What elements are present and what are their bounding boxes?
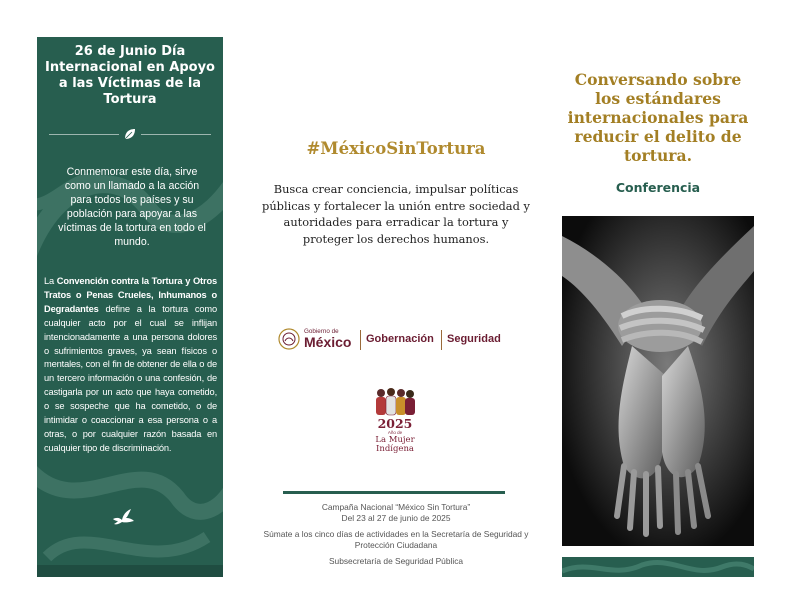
campaign-hashtag: #MéxicoSinTortura — [306, 139, 486, 158]
logo-separator-1 — [360, 330, 361, 350]
year-title-line1: La Mujer — [375, 435, 415, 445]
bound-hands-photo — [562, 216, 754, 546]
footer-divider — [283, 491, 505, 494]
gobernacion-label: Gobernación — [366, 333, 434, 345]
campaign-dates: Del 23 al 27 de junio de 2025 — [341, 513, 451, 523]
convention-name: Convención contra la Tortura y Otros Tratos o Penas Crueles, Inhumanos o Degradantes — [44, 276, 217, 314]
dove-icon — [111, 507, 135, 527]
conference-label: Conferencia — [615, 180, 701, 195]
year-of-indigenous-woman-logo — [365, 386, 425, 456]
left-panel — [37, 37, 223, 577]
left-panel-title: 26 de Junio Día Internacional en Apoyo a las Víctimas de la Tortura — [45, 44, 215, 107]
body-text: define a la tortura como cualquier acto por el cual se inflijan intencionadamente a una persona dolores o sufrimientos graves, ya sean físicos o mentales, con el fin de obtener de ella o de un tercero información o una confesión, de castigarla por un acto que haya cometido, o se sospeche que ha cometido, o de intimidar o coaccionar a esa persona o a otras, o por cualquier razón basada en cualquier tipo de discriminación. — [44, 303, 217, 453]
left-panel-intro: Conmemorar este día, sirve como un llamado a la acción para todos los países y su población para apoyar a las víctimas de la tortura en todo el mundo. — [58, 166, 206, 248]
office-name: Subsecretaría de Seguridad Pública — [328, 556, 464, 566]
year-title — [365, 436, 425, 454]
divider-line-left — [49, 134, 119, 135]
year-number: 2025 — [377, 416, 413, 431]
conference-title: Conversando sobre los estándares internacionales para reducir el delito de tortura. — [567, 70, 749, 165]
leaf-icon — [123, 127, 137, 141]
gobierno-label: Gobierno de — [304, 328, 339, 335]
seguridad-label: Seguridad — [447, 333, 501, 345]
campaign-description: Busca crear conciencia, impulsar políticas públicas y fortalecer la unión entre sociedad y autoridades para erradicar la tortura y proteger los derechos humanos. — [262, 182, 530, 246]
decorative-pattern-bar — [562, 557, 754, 577]
divider-line-right — [141, 134, 211, 135]
government-logos — [278, 326, 504, 354]
campaign-footer — [260, 502, 532, 567]
logo-separator-2 — [441, 330, 442, 350]
year-title-line2: Indígena — [375, 444, 414, 454]
left-panel-body — [44, 275, 217, 456]
indigenous-women-icon — [373, 386, 417, 416]
right-bottom-bar — [562, 557, 754, 577]
body-prefix: La — [44, 276, 57, 286]
mexico-label: México — [304, 334, 352, 350]
campaign-name: Campaña Nacional “México Sin Tortura” — [321, 502, 471, 512]
campaign-invite: Súmate a los cinco días de actividades en la Secretaría de Seguridad y Protección Ciudadana — [263, 529, 529, 550]
leaf-divider — [49, 127, 211, 141]
year-sub: Año de — [387, 430, 403, 435]
left-bottom-bar — [37, 565, 223, 577]
government-seal-icon — [278, 328, 300, 350]
